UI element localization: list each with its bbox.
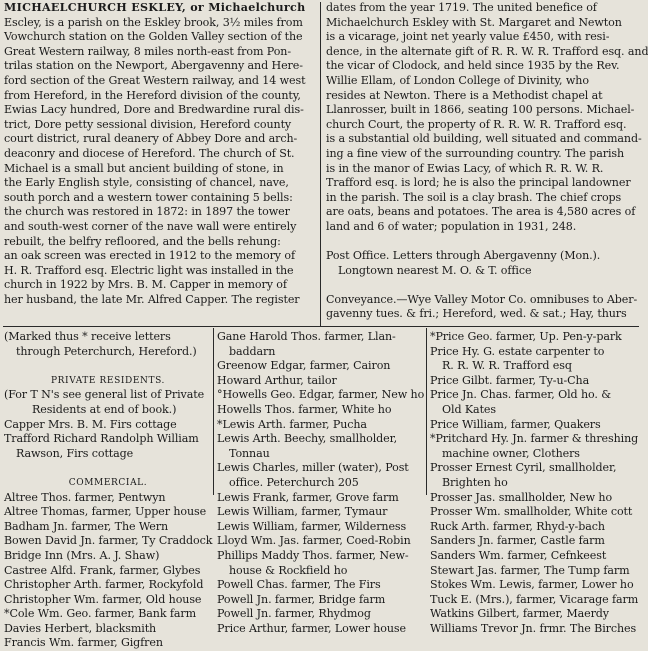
directory-entry: Greenow Edgar, farmer, Cairon [217, 359, 391, 373]
article-line: church in 1922 by Mrs. B. M. Capper in memory of [4, 278, 287, 292]
directory-entry: Howard Arthur, tailor [217, 373, 337, 387]
article-line [326, 235, 640, 250]
directory-entry: Bowen David Jn. farmer, Ty Craddock [4, 534, 213, 548]
article-line: trict, Dore petty sessional division, Hereford county [4, 117, 292, 131]
directory-entry: Badham Jn. farmer, The Wern [4, 519, 169, 533]
directory-entry: Prosser Jas. smallholder, New ho [430, 490, 613, 504]
article-line: Longtown nearest M. O. & T. office [338, 263, 532, 277]
directory-entry: COMMERCIAL. [68, 477, 148, 488]
directory-entry: *Pritchard Hy. Jn. farmer & threshing [430, 432, 639, 446]
directory-entry: Altree Thomas, farmer, Upper house [4, 505, 207, 519]
directory-entry: Francis Wm. farmer, Gigfren [4, 636, 163, 650]
article-line: ford section of the Great Western railway, and 14 west [4, 73, 306, 87]
article-line: rebuilt, the belfry refloored, and the bells rehung: [4, 234, 281, 248]
article-line: land and 6 of water; population in 1931, 248. [326, 219, 577, 233]
directory-entry: Old Kates [442, 402, 496, 416]
directory-entry: Sanders Wm. farmer, Cefnkeest [430, 548, 607, 562]
directory-entry: Howells Thos. farmer, White ho [217, 402, 392, 416]
directory-entry: °Howells Geo. Edgar, farmer, New ho [217, 388, 425, 402]
directory-entry: Castree Alfd. Frank, farmer, Glybes [4, 563, 201, 577]
article-line: the Early English style, consisting of chancel, nave, [4, 176, 289, 190]
article-line: from Hereford, in the Hereford division of the county, [4, 88, 301, 102]
article-line: is a vicarage, joint net yearly value £450, with resi- [326, 30, 610, 44]
directory-entry [4, 461, 212, 476]
article-line: resides at Newton. There is a Methodist chapel at [326, 88, 603, 102]
directory-entry: Lloyd Wm. Jas. farmer, Coed-Robin [217, 534, 411, 548]
directory-entry: (Marked thus * receive letters [4, 330, 171, 343]
article-line: gavenny tues. & fri.; Hereford, wed. & sat.; Hay, thurs [326, 307, 627, 321]
article-line: church Court, the property of R. R. W. R. Trafford esq. [326, 117, 627, 131]
directory-column-2 [217, 330, 425, 635]
directory-entry: Price William, farmer, Quakers [430, 417, 601, 431]
directory-entry: machine owner, Clothers [442, 446, 580, 460]
directory-entry: Price Gilbt. farmer, Ty-u-Cha [430, 373, 590, 387]
directory-entry: Gane Harold Thos. farmer, Llan- [217, 330, 396, 343]
directory-entry: Brighten ho [442, 475, 508, 489]
directory-entry: Lewis William, farmer, Wilderness [217, 519, 407, 533]
directory-entry [4, 359, 212, 374]
article-line: in the parish. The soil is a clay brash. The chief crops [326, 190, 622, 204]
directory-entry: Altree Thos. farmer, Pentwyn [4, 490, 166, 504]
article-line: H. R. Trafford esq. Electric light was installed in the [4, 263, 294, 277]
directory-entry: Prosser Wm. smallholder, White cott [430, 505, 633, 519]
directory-entry: PRIVATE RESIDENTS. [51, 375, 165, 386]
directory-entry: *Lewis Arth. farmer, Pucha [217, 417, 367, 431]
article-line: is in the manor of Ewias Lacy, of which R. R. W. R. [326, 161, 604, 175]
article-line: Vowchurch station on the Golden Valley section of the [4, 30, 303, 44]
directory-entry: Williams Trevor Jn. frmr. The Birches [430, 621, 637, 635]
article-line: and south-west corner of the nave wall were entirely [4, 219, 297, 233]
vertical-rule-directory-1 [213, 328, 214, 495]
directory-entry: Christopher Arth. farmer, Rockyfold [4, 578, 204, 592]
directory-entry: Sanders Jn. farmer, Castle farm [430, 534, 605, 548]
article-line: are oats, beans and potatoes. The area is 4,580 acres of [326, 205, 636, 219]
article-line: deaconry and diocese of Hereford. The church of St. [4, 146, 295, 160]
directory-entry: Watkins Gilbert, farmer, Maerdy [430, 607, 609, 621]
directory-entry: Rawson, Firs cottage [16, 446, 134, 460]
directory-entry: Phillips Maddy Thos. farmer, New- [217, 548, 409, 562]
article-right-column [326, 1, 648, 326]
article-line: Willie Ellam, of London College of Divinity, who [326, 73, 589, 87]
directory-entry: house & Rockfield ho [229, 563, 348, 577]
article-line: trilas station on the Newport, Abergavenny and Here- [4, 59, 303, 73]
article-line: court district, rural deanery of Abbey Dore and arch- [4, 132, 298, 146]
directory-entry: R. R. W. R. Trafford esq [442, 359, 572, 373]
article-line: Michael is a small but ancient building of stone, in [4, 161, 284, 175]
article-left-column [4, 1, 318, 311]
vertical-rule-directory-2 [426, 328, 427, 495]
directory-entry: Price Jn. Chas. farmer, Old ho. & [430, 388, 612, 402]
article-line: an oak screen was erected in 1912 to the memory of [4, 249, 295, 263]
article-line: Great Western railway, 8 miles north-east from Pon- [4, 44, 291, 58]
directory-entry: Tuck E. (Mrs.), farmer, Vicarage farm [430, 592, 639, 606]
article-line: her husband, the late Mr. Alfred Capper. The register [4, 292, 300, 306]
directory-entry: Price Hy. G. estate carpenter to [430, 344, 605, 358]
directory-entry: Capper Mrs. B. M. Firs cottage [4, 417, 177, 431]
horizontal-rule [3, 326, 639, 327]
directory-entry: Powell Jn. farmer, Bridge farm [217, 592, 386, 606]
article-line: Trafford esq. is lord; he is also the principal landowner [326, 176, 631, 190]
article-line: dates from the year 1719. The united benefice of [326, 1, 597, 14]
article-line: Ewias Lacy hundred, Dore and Bredwardine rural dis- [4, 103, 304, 117]
article-line [326, 278, 640, 293]
article-line: south porch and a western tower containing 5 bells: [4, 190, 293, 204]
directory-entry: Davies Herbert, blacksmith [4, 621, 157, 635]
directory-entry: Price Arthur, farmer, Lower house [217, 621, 406, 635]
directory-entry: Tonnau [229, 446, 270, 460]
directory-entry: Lewis Frank, farmer, Grove farm [217, 490, 399, 504]
article-line: Conveyance.—Wye Valley Motor Co. omnibuses to Aber- [326, 292, 638, 306]
directory-entry: through Peterchurch, Hereford.) [16, 344, 197, 358]
directory-entry: Stokes Wm. Lewis, farmer, Lower ho [430, 578, 634, 592]
directory-entry: Lewis Charles, miller (water), Post [217, 461, 409, 475]
directory-entry: (For T N's see general list of Private [4, 388, 205, 402]
article-line: is a substantial old building, well situated and command- [326, 132, 642, 146]
directory-entry: Residents at end of book.) [32, 402, 177, 416]
directory-entry: Prosser Ernest Cyril, smallholder, [430, 461, 617, 475]
directory-entry: Lewis Arth. Beechy, smallholder, [217, 432, 398, 446]
directory-entry: Stewart Jas. farmer, The Tump farm [430, 563, 630, 577]
vertical-rule-article [320, 2, 321, 326]
article-line: Michaelchurch Eskley with St. Margaret and Newton [326, 15, 622, 29]
article-line: ing a fine view of the surrounding country. The parish [326, 146, 625, 160]
article-line: MICHAELCHURCH ESKLEY, or Michaelchurch [4, 1, 306, 14]
directory-column-1 [4, 330, 213, 650]
directory-entry: Powell Chas. farmer, The Firs [217, 578, 381, 592]
article-line: dence, in the alternate gift of R. R. W. R. Trafford esq. and [326, 44, 648, 58]
article-line: Post Office. Letters through Abergavenny (Mon.). [326, 249, 601, 263]
article-line: the church was restored in 1872: in 1897 the tower [4, 205, 290, 219]
directory-entry: Ruck Arth. farmer, Rhyd-y-bach [430, 519, 605, 533]
directory-entry: baddarn [229, 344, 276, 358]
directory-entry: Lewis William, farmer, Tymaur [217, 505, 388, 519]
directory-entry: Trafford Richard Randolph William [4, 432, 199, 446]
directory-entry: Powell Jn. farmer, Rhydmog [217, 607, 371, 621]
directory-entry: *Price Geo. farmer, Up. Pen-y-park [430, 330, 622, 343]
directory-entry: Christopher Wm. farmer, Old house [4, 592, 202, 606]
directory-column-3 [430, 330, 640, 635]
directory-entry: office. Peterchurch 205 [229, 475, 359, 489]
article-line: the vicar of Clodock, and held since 1935 by the Rev. [326, 59, 620, 73]
article-line: Escley, is a parish on the Eskley brook, 3½ miles from [4, 15, 303, 29]
article-line: Llanrosser, built in 1866, seating 100 persons. Michael- [326, 103, 635, 117]
directory-entry: *Cole Wm. Geo. farmer, Bank farm [4, 607, 197, 621]
directory-entry: Bridge Inn (Mrs. A. J. Shaw) [4, 548, 160, 562]
